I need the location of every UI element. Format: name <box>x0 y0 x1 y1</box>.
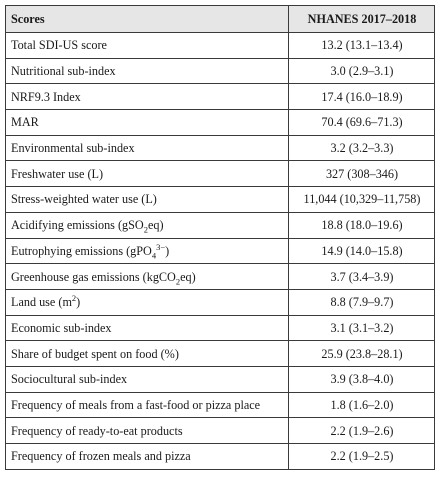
row-value: 70.4 (69.6–71.3) <box>289 110 435 136</box>
row-value: 14.9 (14.0–15.8) <box>289 238 435 264</box>
label-text: Eutrophying emissions (gPO <box>11 243 152 258</box>
row-label: Share of budget spent on food (%) <box>6 341 289 367</box>
header-nhanes: NHANES 2017–2018 <box>289 6 435 33</box>
table-row <box>6 366 435 392</box>
row-label: Sociocultural sub-index <box>6 366 289 392</box>
table-row <box>6 238 435 264</box>
scores-table <box>5 5 435 470</box>
label-subscript: 2 <box>175 275 181 286</box>
row-value: 13.2 (13.1–13.4) <box>289 33 435 59</box>
row-value: 3.1 (3.1–3.2) <box>289 315 435 341</box>
label-subscript: 4 <box>151 250 157 261</box>
table-row <box>6 444 435 470</box>
table-row <box>6 289 435 315</box>
row-value: 17.4 (16.0–18.9) <box>289 84 435 110</box>
label-text: eq) <box>180 269 196 284</box>
row-label: Frequency of meals from a fast-food or pizza place <box>6 392 289 418</box>
row-label: MAR <box>6 110 289 136</box>
table-row <box>6 84 435 110</box>
table-header-row <box>6 6 435 33</box>
row-value: 3.9 (3.8–4.0) <box>289 366 435 392</box>
row-label <box>6 264 289 290</box>
row-value: 2.2 (1.9–2.5) <box>289 444 435 470</box>
row-value: 3.2 (3.2–3.3) <box>289 135 435 161</box>
label-text: ) <box>165 243 170 258</box>
table-row <box>6 341 435 367</box>
label-text: Land use (m <box>11 295 72 310</box>
table-row <box>6 110 435 136</box>
row-label <box>6 238 289 264</box>
label-superscript: 2 <box>71 293 77 304</box>
table-container <box>5 5 435 470</box>
row-value: 1.8 (1.6–2.0) <box>289 392 435 418</box>
row-value: 327 (308–346) <box>289 161 435 187</box>
row-label <box>6 212 289 238</box>
label-text: Acidifying emissions (gSO <box>11 218 144 233</box>
table-row <box>6 58 435 84</box>
label-text: ) <box>76 295 81 310</box>
row-label: Freshwater use (L) <box>6 161 289 187</box>
row-label: Frequency of frozen meals and pizza <box>6 444 289 470</box>
row-label: Economic sub-index <box>6 315 289 341</box>
header-scores: Scores <box>6 6 289 33</box>
table-row <box>6 392 435 418</box>
table-row <box>6 264 435 290</box>
table-row <box>6 212 435 238</box>
row-label: Stress-weighted water use (L) <box>6 187 289 213</box>
row-value: 8.8 (7.9–9.7) <box>289 289 435 315</box>
row-label: Total SDI-US score <box>6 33 289 59</box>
row-value: 18.8 (18.0–19.6) <box>289 212 435 238</box>
table-row <box>6 33 435 59</box>
table-row <box>6 135 435 161</box>
label-superscript: 3− <box>156 241 166 252</box>
label-text: Greenhouse gas emissions (kgCO <box>11 269 176 284</box>
table-row <box>6 418 435 444</box>
row-label: Environmental sub-index <box>6 135 289 161</box>
table-row <box>6 187 435 213</box>
row-label <box>6 289 289 315</box>
row-value: 3.7 (3.4–3.9) <box>289 264 435 290</box>
row-label: NRF9.3 Index <box>6 84 289 110</box>
table-row <box>6 315 435 341</box>
label-text: eq) <box>147 218 164 233</box>
row-label: Nutritional sub-index <box>6 58 289 84</box>
row-label: Frequency of ready-to-eat products <box>6 418 289 444</box>
row-value: 3.0 (2.9–3.1) <box>289 58 435 84</box>
row-value: 25.9 (23.8–28.1) <box>289 341 435 367</box>
table-row <box>6 161 435 187</box>
row-value: 11,044 (10,329–11,758) <box>289 187 435 213</box>
label-subscript: 2 <box>143 224 148 235</box>
row-value: 2.2 (1.9–2.6) <box>289 418 435 444</box>
